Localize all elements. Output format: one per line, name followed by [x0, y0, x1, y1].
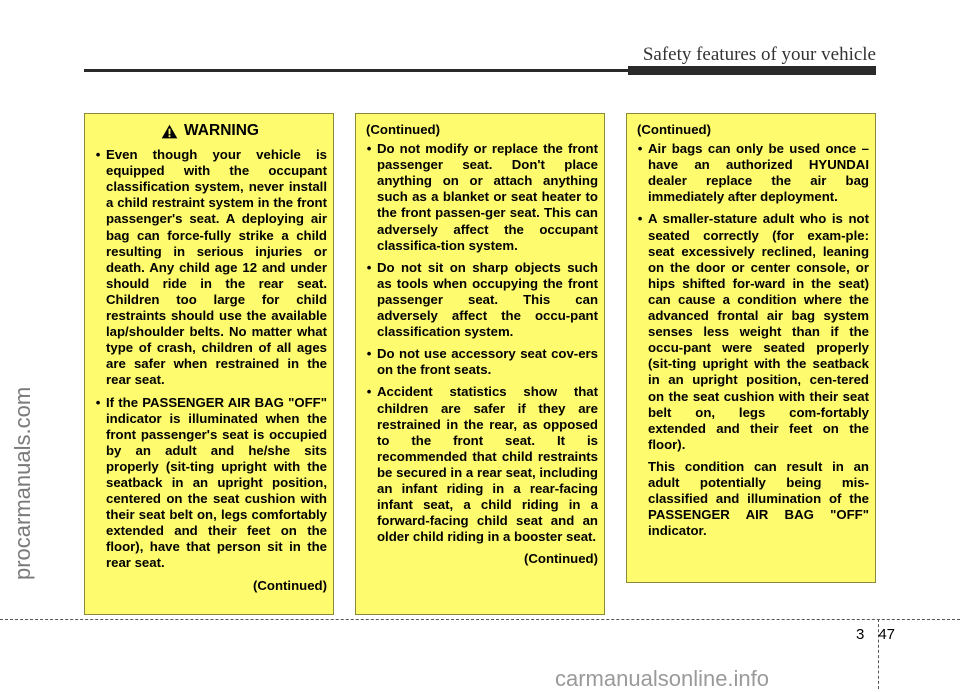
continued-label: (Continued) — [524, 551, 598, 567]
bullet-text: Do not sit on sharp objects such as tools when occupying the front passenger seat. This can adversely affect the occu-pant classification system. — [377, 259, 598, 340]
bullet-icon: • — [637, 141, 643, 157]
bullet-text: Accident statistics show that children are safer if they are restrained in the rear, as opposed to the front seat. It is recommended that child restraints be secured in a rear seat, including an infant riding in a rear-facing infant seat, a child riding in a forward-facing child seat and an older child riding in a booster seat. — [377, 384, 598, 545]
bullet-icon: • — [95, 394, 101, 410]
chapter-number: 3 — [856, 626, 865, 643]
side-watermark: procarmanuals.com — [10, 386, 35, 580]
bullet-text: Do not modify or replace the front passenger seat. Don't place anything on or attach anything such as a blanket or seat heater to the front passen-ger seat. This can adversely affect the occupant classifica-tion system. — [377, 141, 598, 253]
bullet-text: If the PASSENGER AIR BAG "OFF" indicator is illuminated when the front passenger's seat is occupied by an adult and he/she sits properly (sit-ting upright with the seatback in an upright position, centered on the seat cushion with their seat belt on, legs comfortably extended and their feet on the floor), have that person sit in the rear seat. — [106, 394, 327, 571]
page-number-value: 47 — [878, 626, 896, 643]
continued-label: (Continued) — [253, 577, 327, 593]
list-item — [635, 141, 869, 205]
section-title: Safety features of your vehicle — [642, 44, 876, 65]
bullet-text: Air bags can only be used once – have an authorized HYUNDAI dealer replace the air bag immediately after deployment. — [648, 141, 869, 205]
list-item — [364, 346, 598, 378]
bullet-icon: • — [95, 147, 101, 163]
paragraph: This condition can result in an adult potentially being mis-classified and illumination of the PASSENGER AIR BAG "OFF" indicator. — [648, 458, 869, 539]
list-item — [364, 141, 598, 254]
continued-panel-2 — [626, 113, 876, 583]
bullet-text: A smaller-stature adult who is not seated correctly (for exam-ple: seat excessively reclined, leaning on the door or center console, or hips shifted for-ward in the seat) can cause a condition where the advanced frontal air bag system senses less weight than if the occu-pant were seated properly (sit-ting upright with the seatback in an upright position, cen-tered on the seat cushion with their seat belt on, legs com-fortably extended and their feet on the floor). — [648, 211, 869, 452]
bullet-icon: • — [366, 346, 372, 362]
list-item — [635, 211, 869, 452]
footer-rule — [0, 619, 960, 620]
bottom-watermark: carmanualsonline.info — [555, 666, 770, 691]
warning-label: WARNING — [184, 122, 259, 139]
list-item — [364, 384, 598, 545]
continued-label: (Continued) — [637, 122, 711, 137]
list-item — [364, 260, 598, 340]
list-item — [93, 395, 327, 572]
warning-triangle-icon — [161, 124, 178, 139]
continued-panel-1 — [355, 113, 605, 615]
warning-heading — [93, 123, 327, 139]
warning-panel — [84, 113, 334, 615]
header-rule-accent — [628, 66, 876, 75]
continued-label: (Continued) — [366, 122, 440, 137]
bullet-icon: • — [366, 384, 372, 400]
bullet-text: Do not use accessory seat cov-ers on the front seats. — [377, 346, 598, 378]
bullet-icon: • — [366, 141, 372, 157]
bullet-icon: • — [366, 259, 372, 275]
page-number — [856, 626, 895, 643]
bullet-icon: • — [637, 211, 643, 227]
bullet-text: Even though your vehicle is equipped with the occupant classification system, never install a child restraint system in the front passenger's seat. A deploying air bag can force-fully strike a child resulting in serious injuries or death. Any child age 12 and under should ride in the rear seat. Children too large for child restraints should use the available lap/shoulder belts. No matter what type of crash, children of all ages are safer when restrained in the rear seat. — [106, 147, 327, 388]
list-item — [93, 147, 327, 388]
